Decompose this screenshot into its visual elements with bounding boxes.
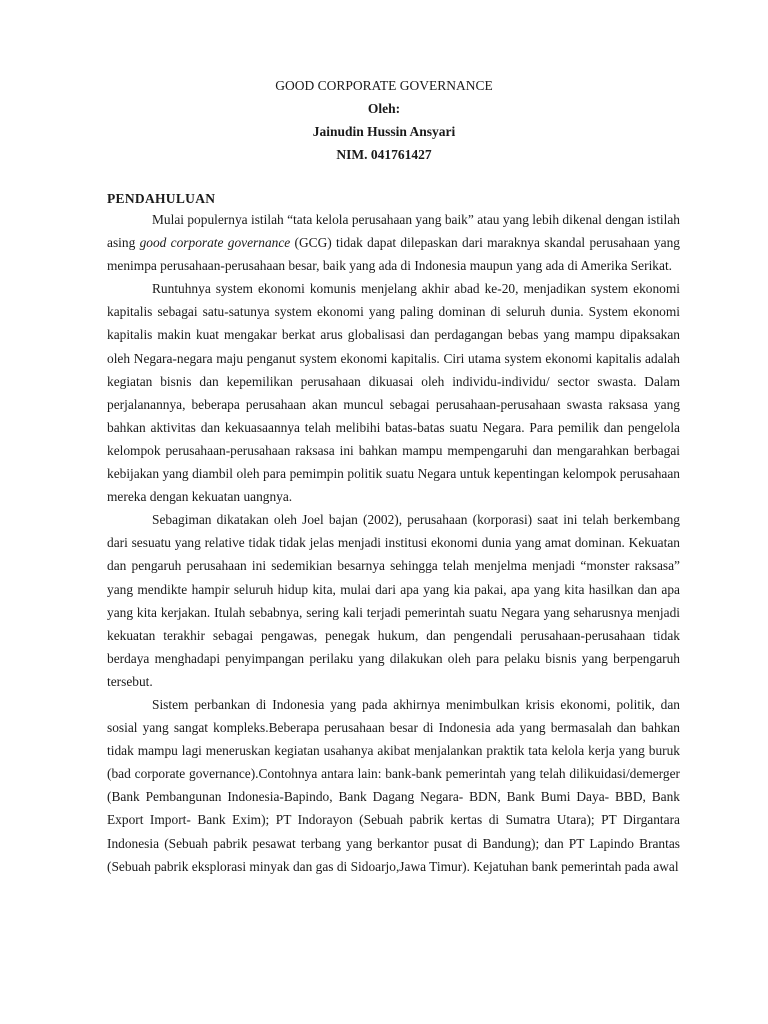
- section-heading: PENDAHULUAN: [107, 191, 216, 206]
- paragraph-1-text-b: (GCG) tidak dapat dilepaskan dari maraknya skandal perusahaan yang menimpa perusahaan-perusahaan besar, baik yang ada di Indonesia maupun yang ada di Amerika Serikat.: [107, 235, 680, 274]
- document-title: GOOD CORPORATE GOVERNANCE: [275, 78, 493, 93]
- paragraph-2: Runtuhnya system ekonomi komunis menjelang akhir abad ke-20, menjadikan system ekonomi kapitalis sebagai satu-satunya system ekonomi yang paling dominan di seluruh dunia. System ekonomi kapitalis makin kuat mengakar berkat arus globalisasi dan perdagangan bebas yang mampu dipaksakan oleh Negara-negara maju penganut system ekonomi kapitalis. Ciri utama system ekonomi kapitalis adalah kegiatan bisnis dan kepemilikan perusahaan dikuasai oleh individu-individu/ sector swasta. Dalam perjalanannya, beberapa perusahaan akan muncul sebagai perusahaan-perusahaan swasta raksasa yang bahkan aktivitas dan kekuasaannya telah melibihi batas-batas suatu Negara. Para pemilik dan pengelola kelompok perusahaan-perusahaan raksasa ini bahkan mampu mempengaruhi dan mengarahkan berbagai kebijakan yang diambil oleh para pemimpin politik suatu Negara untuk kepentingan kelompok perusahaan mereka dengan kekuatan uangnya.: [107, 281, 680, 505]
- author-name: Jainudin Hussin Ansyari: [312, 124, 456, 139]
- paragraph-1-italic-term: good corporate governance: [139, 235, 291, 251]
- paragraph-1-text-a: Mulai populernya istilah “tata kelola perusahaan yang baik” atau yang lebih dikenal dengan istilah asing: [107, 212, 680, 251]
- byline-label: Oleh:: [367, 101, 401, 116]
- student-id: NIM. 041761427: [336, 147, 432, 162]
- paragraph-4: Sistem perbankan di Indonesia yang pada akhirnya menimbulkan krisis ekonomi, politik, dan sosial yang sangat kompleks.Beberapa perusahaan besar di Indonesia ada yang bermasalah dan bahkan tidak mampu lagi meneruskan kegiatan usahanya akibat menjalankan praktik tata kelola kerja yang buruk (bad corporate governance).Contohnya antara lain: bank-bank pemerintah yang telah dilikuidasi/demerger (Bank Pembangunan Indonesia-Bapindo, Bank Dagang Negara- BDN, Bank Bumi Daya- BBD, Bank Export Import- Bank Exim); PT Indorayon (Sebuah pabrik kertas di Sumatra Utara); PT Dirgantara Indonesia (Sebuah pabrik pesawat terbang yang berkantor pusat di Bandung); dan PT Lapindo Brantas (Sebuah pabrik eksplorasi minyak dan gas di Sidoarjo,Jawa Timur). Kejatuhan bank pemerintah pada awal: [107, 696, 680, 874]
- document-body: [107, 208, 680, 878]
- paragraph-1: [107, 208, 680, 277]
- paragraph-3: Sebagiman dikatakan oleh Joel bajan (2002), perusahaan (korporasi) saat ini telah berkembang dari sesuatu yang relative tidak tidak jelas menjadi institusi ekonomi dunia yang amat dominan. Kekuatan dan pengaruh perusahaan ini sedemikian besarnya sehingga telah menjelma menjadi “monster raksasa” yang mendikte hampir seluruh hidup kita, mulai dari apa yang kia pakai, apa yang kita hasilkan dan apa yang kita kerjakan. Itulah sebabnya, sering kali terjadi pemerintah suatu Negara yang seharusnya menjadi kekuatan terakhir sebagai pengawas, penegak hukum, dan pengendali perusahaan-perusahaan tidak berdaya menghadapi penyimpangan perilaku yang dilakukan oleh para pelaku bisnis yang berpengaruh tersebut.: [107, 512, 680, 689]
